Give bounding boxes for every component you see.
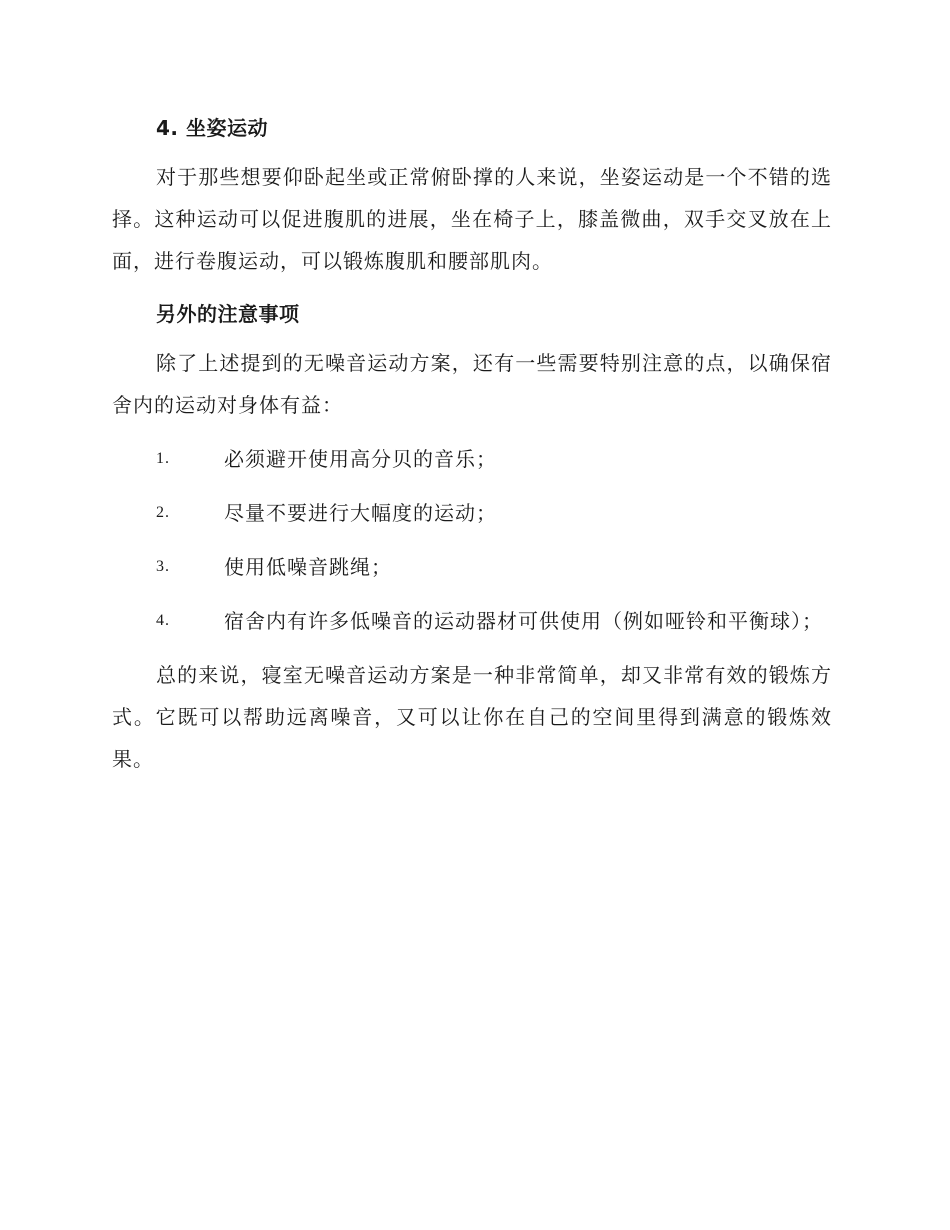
- section-heading-notes: 另外的注意事项: [156, 302, 300, 326]
- list-item-text: 必须避开使用高分贝的音乐；: [224, 447, 497, 471]
- paragraph-conclusion: 总的来说，寝室无噪音运动方案是一种非常简单，却又非常有效的锻炼方式。它既可以帮助远离噪音，又可以让你在自己的空间里得到满意的锻炼效果。: [112, 663, 832, 771]
- list-item-number: 2.: [156, 504, 170, 521]
- list-item-number: 3.: [156, 558, 170, 575]
- document-content: [112, 108, 832, 792]
- list-item-text: 使用低噪音跳绳；: [224, 555, 392, 579]
- list-item-number: 4.: [156, 612, 170, 629]
- notes-list: [112, 438, 832, 642]
- list-item: [112, 438, 832, 480]
- paragraph-sitting-exercise: 对于那些想要仰卧起坐或正常俯卧撑的人来说，坐姿运动是一个不错的选择。这种运动可以促进腹肌的进展，坐在椅子上，膝盖微曲，双手交叉放在上面，进行卷腹运动，可以锻炼腹肌和腰部肌肉。: [112, 165, 832, 273]
- list-item-number: 1.: [156, 450, 170, 467]
- list-item: [112, 492, 832, 534]
- list-item: [112, 546, 832, 588]
- list-item-text: 尽量不要进行大幅度的运动；: [224, 501, 497, 525]
- section-heading-sitting-exercise: 4. 坐姿运动: [156, 116, 268, 140]
- paragraph-notes-intro: 除了上述提到的无噪音运动方案，还有一些需要特别注意的点，以确保宿舍内的运动对身体有益：: [112, 351, 832, 417]
- list-item: [112, 600, 832, 642]
- list-item-text: 宿舍内有许多低噪音的运动器材可供使用（例如哑铃和平衡球）；: [224, 609, 823, 633]
